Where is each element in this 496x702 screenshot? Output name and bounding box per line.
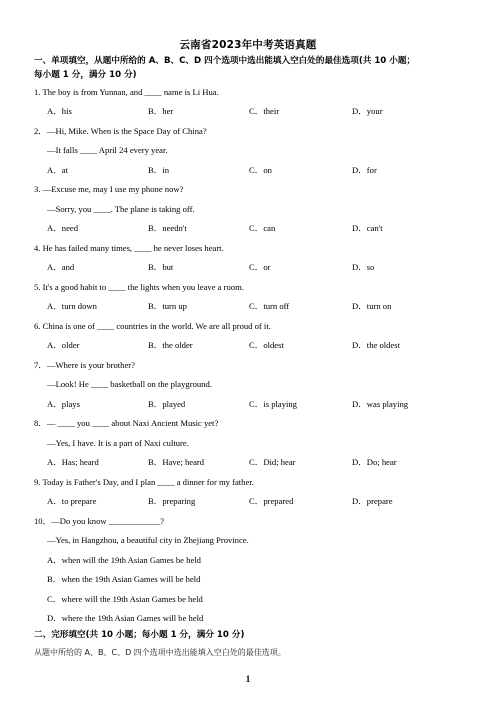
question-8-option-a: A．Has; heard — [47, 457, 99, 467]
question-1-option-b: B．her — [148, 106, 174, 116]
question-5-option-c: C．turn off — [249, 301, 290, 311]
question-8-option-b: B．Have; heard — [148, 457, 205, 467]
question-2-option-a: A．at — [47, 165, 69, 175]
section2-heading: 二、完形填空(共 10 小题；每小题 1 分，满分 10 分) — [34, 630, 245, 640]
question-1-stem: 1. The boy is from Yunnan, and ____ name is Li Hua. — [34, 87, 219, 97]
question-10-option-d: D．where the 19th Asian Games will be held — [47, 613, 204, 623]
question-2-reply: —It falls ____ April 24 every year. — [47, 145, 168, 155]
question-7-stem: 7．—Where is your brother? — [34, 360, 135, 370]
question-9-option-d: D．prepare — [352, 496, 393, 506]
question-6-option-c: C．oldest — [249, 340, 284, 350]
question-10-option-a: A．when will the 19th Asian Games be held — [47, 555, 201, 565]
question-4-option-d: D．so — [352, 262, 375, 272]
question-2-option-b: B．in — [148, 165, 170, 175]
question-9-option-c: C．prepared — [249, 496, 294, 506]
question-10-stem: 10．—Do you know ____________? — [34, 516, 165, 526]
question-2-stem: 2．—Hi, Mike. When is the Space Day of China? — [34, 126, 207, 136]
question-3-reply: —Sorry, you ____. The plane is taking off. — [47, 204, 195, 214]
question-7-option-c: C．is playing — [249, 399, 297, 409]
page-title: 云南省2023年中考英语真题 — [179, 39, 317, 51]
section1-heading-line2: 每小题 1 分，满分 10 分) — [34, 70, 137, 80]
question-4-option-c: C．or — [249, 262, 271, 272]
question-7-reply: —Look! He ____ basketball on the playground. — [47, 379, 212, 389]
section1-heading — [34, 54, 474, 82]
question-5-option-a: A．turn down — [47, 301, 97, 311]
question-10-reply: —Yes, in Hangzhou, a beautiful city in Zhejiang Province. — [47, 535, 249, 545]
question-6-option-a: A．older — [47, 340, 80, 350]
question-5-option-d: D．turn on — [352, 301, 392, 311]
question-5-option-b: B．turn up — [148, 301, 187, 311]
question-4-option-b: B．but — [148, 262, 174, 272]
question-3-stem: 3. —Excuse me, may I use my phone now? — [34, 184, 184, 194]
question-4-option-a: A．and — [47, 262, 75, 272]
question-3-option-c: C．can — [249, 223, 276, 233]
question-1-option-c: C．their — [249, 106, 280, 116]
question-4-stem: 4. He has failed many times, ____ he never loses heart. — [34, 243, 224, 253]
question-8-stem: 8．— ____ you ____ about Naxi Ancient Music yet? — [34, 418, 219, 428]
page-number: 1 — [245, 674, 251, 684]
question-1-option-d: D．your — [352, 106, 383, 116]
question-6-stem: 6. China is one of ____ countries in the world. We are all proud of it. — [34, 321, 271, 331]
question-3-option-b: B．needn't — [148, 223, 187, 233]
question-7-option-d: D．was playing — [352, 399, 409, 409]
question-2-option-d: D．for — [352, 165, 377, 175]
question-8-option-c: C．Did; hear — [249, 457, 296, 467]
question-3-option-d: D．can't — [352, 223, 383, 233]
question-1-option-a: A．his — [47, 106, 72, 116]
question-8-option-d: D．Do; hear — [352, 457, 397, 467]
section1-heading-line1: 一、单项填空，从题中所给的 A、B、C、D 四个选项中选出能填入空白处的最佳选项(共 10 小题； — [34, 56, 416, 66]
question-9-option-a: A．to prepare — [47, 496, 97, 506]
question-10-option-b: B．when the 19th Asian Games will be held — [47, 574, 201, 584]
question-9-stem: 9. Today is Father's Day, and I plan ____ a dinner for my father. — [34, 477, 254, 487]
question-3-option-a: A．need — [47, 223, 79, 233]
question-8-reply: —Yes, I have. It is a part of Naxi culture. — [47, 438, 189, 448]
question-6-option-b: B．the older — [148, 340, 193, 350]
section2-instruction: 从题中所给的 A、B、C、D 四个选项中选出能填入空白处的最佳选项。 — [34, 648, 286, 657]
question-6-option-d: D．the oldest — [352, 340, 400, 350]
question-7-option-b: B．played — [148, 399, 186, 409]
question-5-stem: 5. It's a good habit to ____ the lights when you leave a room. — [34, 282, 244, 292]
question-7-option-a: A．plays — [47, 399, 80, 409]
question-10-option-c: C．where will the 19th Asian Games be held — [47, 594, 203, 604]
question-9-option-b: B．preparing — [148, 496, 196, 506]
question-2-option-c: C．on — [249, 165, 272, 175]
